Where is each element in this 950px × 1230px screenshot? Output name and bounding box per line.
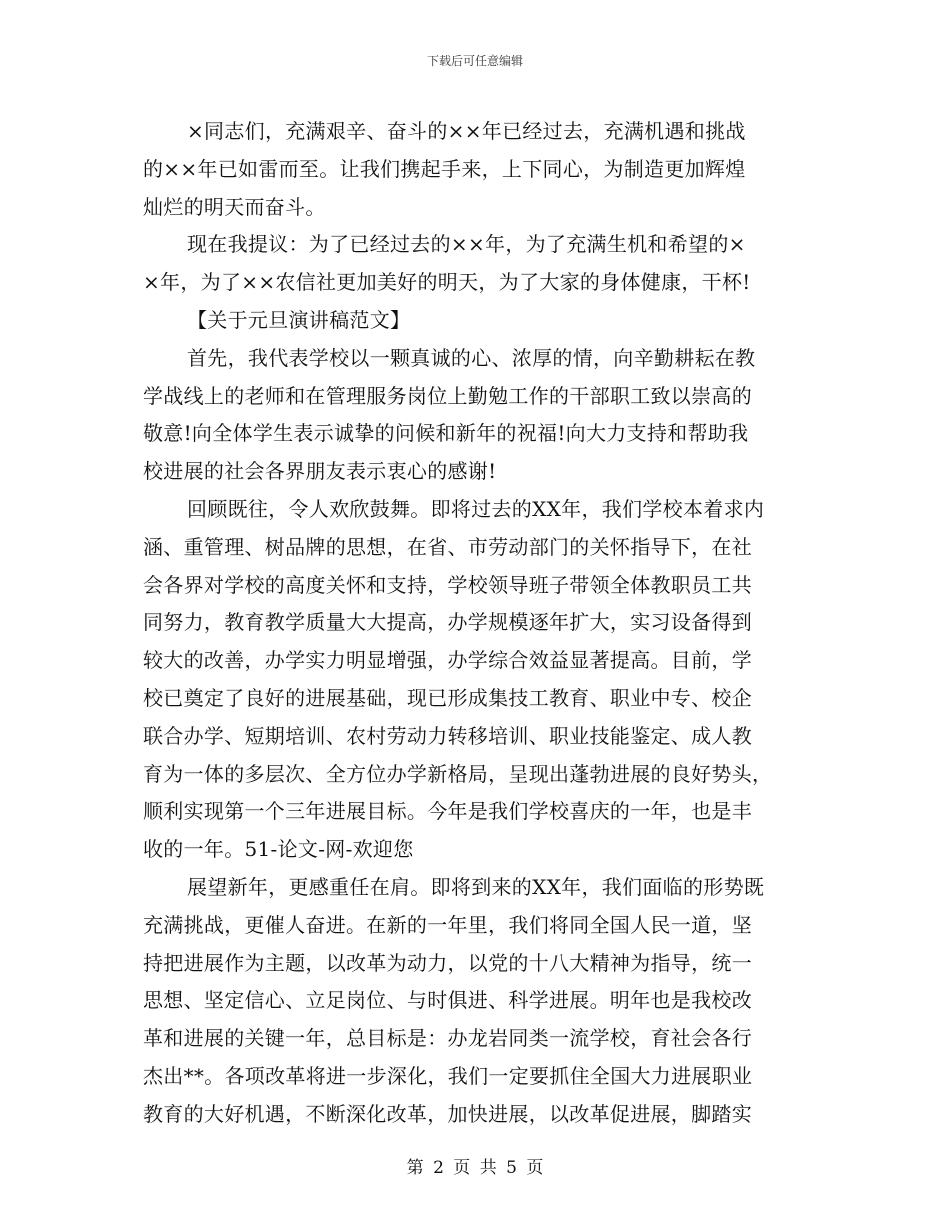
text-line: 现在我提议：为了已经过去的××年，为了充满生机和希望的× bbox=[187, 232, 746, 257]
text-line: 首先，我代表学校以一颗真诚的心、浓厚的情，向辛勤耕耘在教 bbox=[187, 345, 756, 370]
page-number-footer: 第 2 页 共 5 页 bbox=[406, 1158, 544, 1178]
text-line: 收的一年。51-论文-网-欢迎您 bbox=[143, 837, 414, 862]
text-line: 会各界对学校的高度关怀和支持，学校领导班子带领全体教职员工共 bbox=[143, 572, 752, 597]
text-line: 革和进展的关键一年，总目标是：办龙岩同类一流学校，育社会各行 bbox=[143, 1026, 752, 1051]
text-line: ×年，为了××农信社更加美好的明天，为了大家的身体健康，干杯! bbox=[143, 270, 751, 295]
text-line: 育为一体的多层次、全方位办学新格局，呈现出蓬勃进展的良好势头， bbox=[143, 761, 773, 786]
text-line: 涵、重管理、树品牌的思想，在省、市劳动部门的关怀指导下，在社 bbox=[143, 534, 752, 559]
text-line: 顺利实现第一个三年进展目标。今年是我们学校喜庆的一年，也是丰 bbox=[143, 799, 752, 824]
page-header-note: 下载后可任意编辑 bbox=[426, 54, 523, 68]
text-line: 的××年已如雷而至。让我们携起手来，上下同心，为制造更加辉煌 bbox=[143, 156, 746, 181]
text-line: 同努力，教育教学质量大大提高，办学规模逐年扩大，实习设备得到 bbox=[143, 610, 752, 635]
text-line: 展望新年，更感重任在肩。即将到来的XX年，我们面临的形势既 bbox=[187, 874, 765, 899]
text-line: 持把进展作为主题，以改革为动力，以党的十八大精神为指导，统一 bbox=[143, 950, 752, 975]
document-body bbox=[143, 113, 803, 1134]
text-line: 回顾既往，令人欢欣鼓舞。即将过去的XX年，我们学校本着求内 bbox=[187, 496, 765, 521]
text-line: 学战线上的老师和在管理服务岗位上勤勉工作的干部职工致以崇高的 bbox=[143, 383, 752, 408]
text-line: 灿烂的明天而奋斗。 bbox=[143, 194, 326, 219]
text-line: 敬意!向全体学生表示诚挚的问候和新年的祝福!向大力支持和帮助我 bbox=[143, 421, 749, 446]
text-line: 校已奠定了良好的进展基础，现已形成集技工教育、职业中专、校企 bbox=[143, 685, 752, 710]
text-line: 杰出**。各项改革将进一步深化，我们一定要抓住全国大力进展职业 bbox=[143, 1063, 753, 1088]
text-line: 充满挑战，更催人奋进。在新的一年里，我们将同全国人民一道，坚 bbox=[143, 912, 752, 937]
text-line: 教育的大好机遇，不断深化改革，加快进展，以改革促进展，脚踏实 bbox=[143, 1101, 752, 1126]
text-line: 思想、坚定信心、立足岗位、与时俱进、科学进展。明年也是我校改 bbox=[143, 988, 752, 1013]
text-line: ×同志们，充满艰辛、奋斗的××年已经过去，充满机遇和挑战 bbox=[187, 119, 746, 143]
text-line: 较大的改善，办学实力明显增强，办学综合效益显著提高。目前，学 bbox=[143, 648, 752, 673]
text-line: 联合办学、短期培训、农村劳动力转移培训、职业技能鉴定、成人教 bbox=[143, 723, 752, 748]
text-line: 校进展的社会各界朋友表示衷心的感谢! bbox=[143, 459, 497, 484]
section-heading: 【关于元旦演讲稿范文】 bbox=[187, 307, 411, 332]
